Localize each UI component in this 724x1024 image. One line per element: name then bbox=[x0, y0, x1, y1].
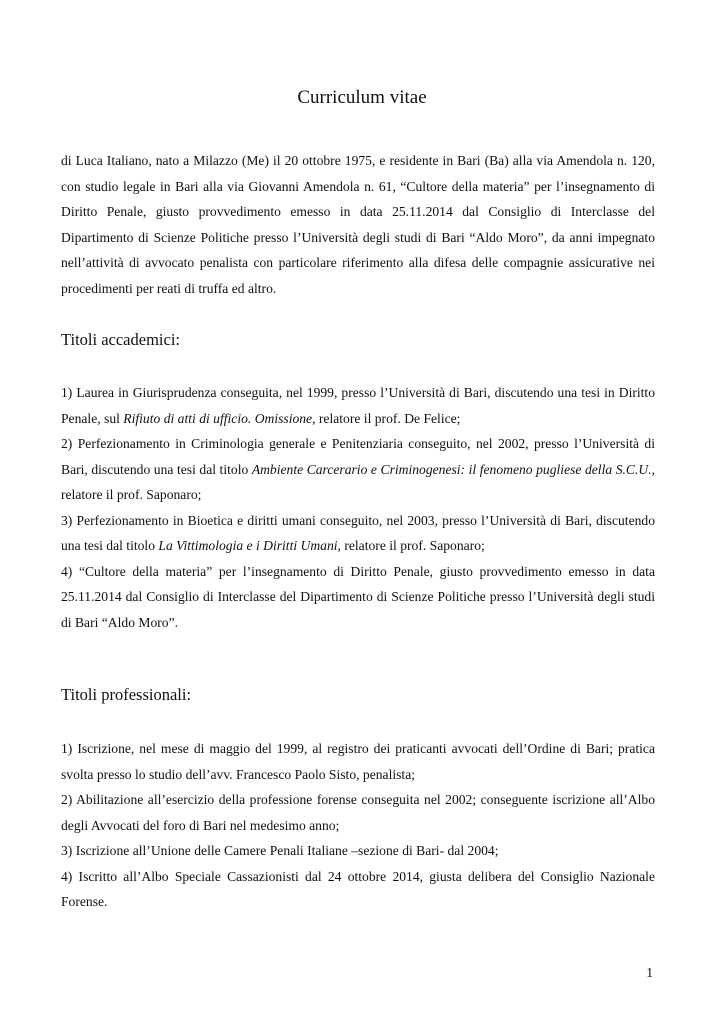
list-item: 4) “Cultore della materia” per l’insegnamento di Diritto Penale, giusto provvedimento emesso in data 25.11.2014 dal Consiglio di Interclasse del Dipartimento di Scienze Politiche presso l’Università degli studi di Bari “Aldo Moro”. bbox=[61, 563, 655, 630]
list-item: 2) Abilitazione all’esercizio della professione forense conseguita nel 2002; conseguente iscrizione all’Albo degli Avvocati del foro di Bari nel medesimo anno; bbox=[61, 792, 655, 833]
list-item: 4) Iscritto all’Albo Speciale Cassazionisti dal 24 ottobre 2014, giusta delibera del Consiglio Nazionale Forense. bbox=[61, 868, 655, 909]
thesis-title: La Vittimologia e i Diritti Umani bbox=[158, 538, 338, 553]
list-item: 1) Iscrizione, nel mese di maggio del 1999, al registro dei praticanti avvocati dell’Ordine di Bari; pratica svolta presso lo studio dell’avv. Francesco Paolo Sisto, penalista; bbox=[61, 741, 655, 782]
academic-titles-heading: Titoli accademici: bbox=[61, 330, 180, 349]
document-title: Curriculum vitae bbox=[297, 87, 427, 108]
list-item: 2) Perfezionamento in Criminologia generale e Penitenziaria conseguito, nel 2002, presso l’Università di Bari, discutendo una tesi dal titolo Ambiente Carcerario e Criminogenesi: il fenomeno pugliese della S.C.U., relatore il prof. Saponaro; bbox=[61, 436, 655, 502]
thesis-title: Ambiente Carcerario e Criminogenesi: il fenomeno pugliese della S.C.U. bbox=[251, 461, 652, 477]
professional-titles-heading: Titoli professionali: bbox=[61, 685, 192, 704]
professional-titles-list bbox=[61, 736, 655, 915]
list-item: 3) Perfezionamento in Bioetica e diritti umani conseguito, nel 2003, presso l’Università di Bari, discutendo una tesi dal titolo La Vittimologia e i Diritti Umani, relatore il prof. Saponaro; bbox=[61, 512, 655, 553]
intro-paragraph: di Luca Italiano, nato a Milazzo (Me) il 20 ottobre 1975, e residente in Bari (Ba) alla via Amendola n. 120, con studio legale in Bari alla via Giovanni Amendola n. 61, “Cultore della materia” per l’insegnamento di Diritto Penale, giusto provvedimento emesso in data 25.11.2014 dal Consiglio di Interclasse del Dipartimento di Scienze Politiche presso l’Università degli studi di Bari “Aldo Moro”, da anni impegnato nell’attività di avvocato penalista con particolare riferimento alla difesa delle compagnie assicurative nei procedimenti per reati di truffa ed altro. bbox=[61, 153, 655, 296]
list-item: 3) Iscrizione all’Unione delle Camere Penali Italiane –sezione di Bari- dal 2004; bbox=[61, 843, 499, 858]
thesis-title: Rifiuto di atti di ufficio. Omissione bbox=[123, 410, 313, 426]
list-item: 1) Laurea in Giurisprudenza conseguita, nel 1999, presso l’Università di Bari, discutendo una tesi in Diritto Penale, sul Rifiuto di atti di ufficio. Omissione, relatore il prof. De Felice; bbox=[61, 385, 655, 426]
page-number: 1 bbox=[646, 965, 653, 980]
academic-titles-list bbox=[61, 380, 655, 635]
